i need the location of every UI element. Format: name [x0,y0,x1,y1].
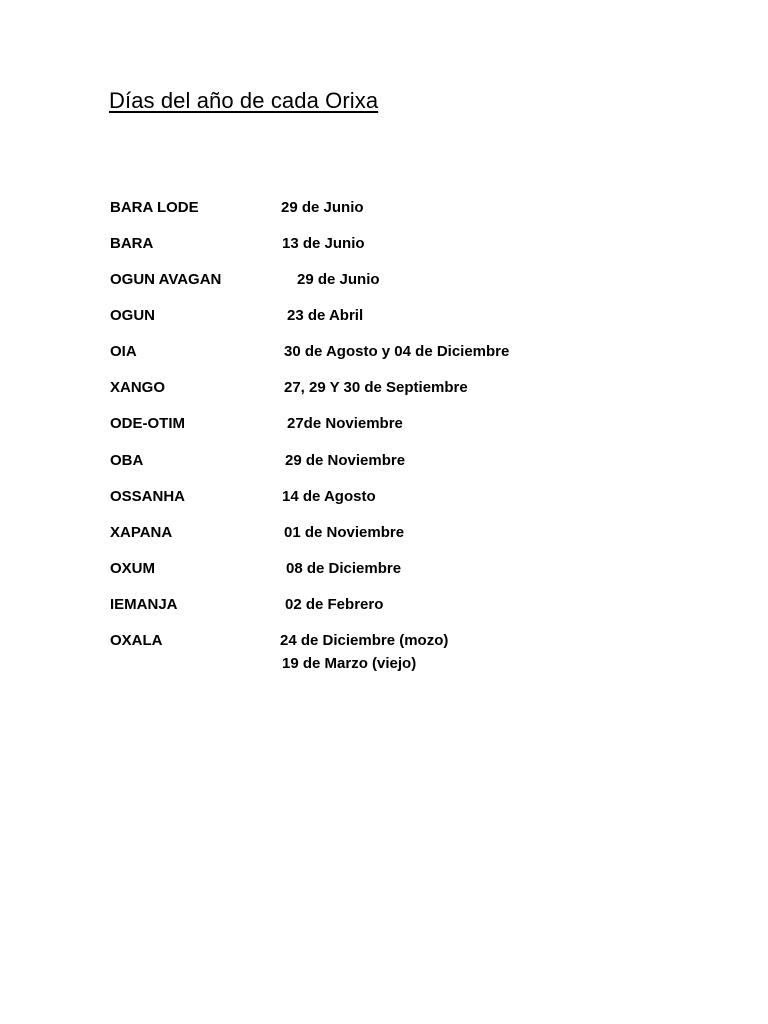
list-item [0,632,768,678]
orixa-name: XANGO [110,379,166,396]
page-title: Días del año de cada Orixa [109,88,379,113]
orixa-date: 24 de Diciembre (mozo) [280,632,449,649]
orixa-name: OBA [110,452,144,469]
orixa-date: 29 de Noviembre [285,452,406,469]
list-item [0,524,768,546]
orixa-name: XAPANA [110,524,173,541]
list-item [0,343,768,365]
orixa-name: OXUM [110,560,155,577]
orixa-date: 08 de Diciembre [286,560,402,577]
list-item [0,379,768,401]
orixa-name: BARA LODE [110,199,199,216]
list-item [0,271,768,293]
orixa-date-secondary: 19 de Marzo (viejo) [282,655,417,672]
list-item [0,307,768,329]
orixa-name: IEMANJA [110,596,178,613]
list-item [0,199,768,221]
list-item [0,560,768,582]
list-item [0,415,768,437]
list-item [0,596,768,618]
orixa-name: ODE-OTIM [110,415,185,432]
orixa-date: 14 de Agosto [282,488,376,505]
orixa-date: 01 de Noviembre [284,524,405,541]
orixa-name: OGUN [110,307,155,324]
orixa-name: OGUN AVAGAN [110,271,222,288]
orixa-date: 29 de Junio [297,271,380,288]
orixa-date: 27de Noviembre [287,415,403,432]
orixa-date: 23 de Abril [287,307,364,324]
orixa-date: 30 de Agosto y 04 de Diciembre [284,343,510,360]
list-item [0,488,768,510]
orixa-name: BARA [110,235,154,252]
list-item [0,235,768,257]
orixa-name: OIA [110,343,137,360]
orixa-date: 13 de Junio [282,235,365,252]
orixa-name: OXALA [110,632,163,649]
orixa-date: 27, 29 Y 30 de Septiembre [284,379,468,396]
list-item [0,452,768,474]
orixa-date: 29 de Junio [281,199,364,216]
orixa-date: 02 de Febrero [285,596,384,613]
orixa-name: OSSANHA [110,488,186,505]
